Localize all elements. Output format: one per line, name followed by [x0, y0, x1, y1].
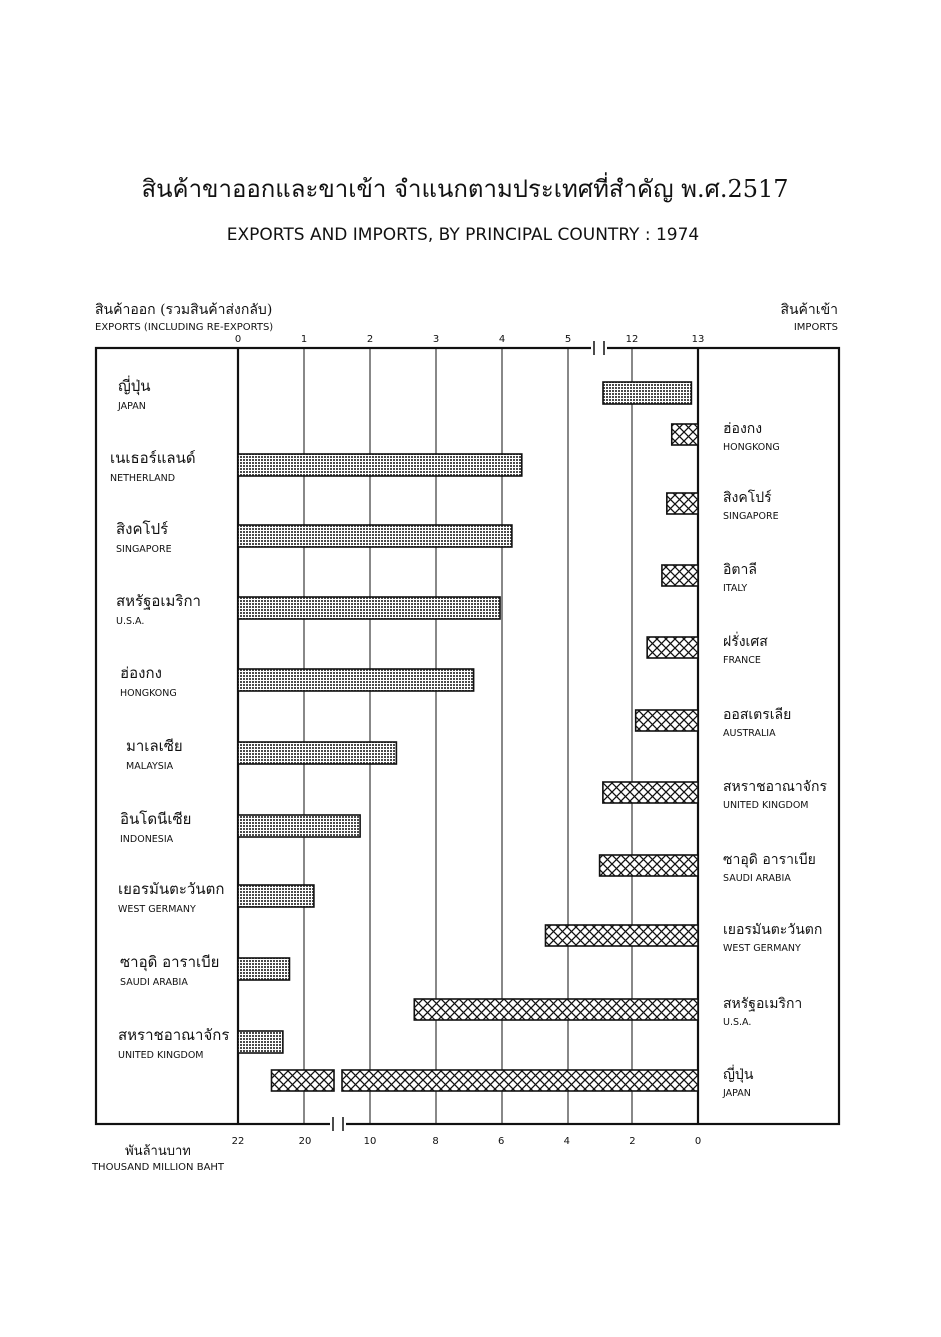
import-country-label-thai: สิงคโปร์ — [723, 490, 772, 506]
import-country-label: HONGKONG — [723, 442, 780, 453]
import-tick-label: 0 — [694, 1136, 702, 1147]
import-country-label: WEST GERMANY — [723, 943, 801, 954]
export-bar-segment — [603, 382, 691, 404]
export-country-label-thai: ซาอุดิ อาราเบีย — [120, 953, 220, 971]
import-tick-label: 6 — [498, 1136, 505, 1147]
import-tick-label: 22 — [231, 1136, 245, 1147]
export-country-label: NETHERLAND — [110, 473, 176, 484]
export-country-label-thai: เยอรมันตะวันตก — [118, 880, 225, 898]
export-tick-label: 0 — [234, 334, 242, 345]
import-country-label: UNITED KINGDOM — [723, 800, 809, 811]
export-tick-label: 2 — [366, 334, 374, 345]
imports-label: IMPORTS — [793, 322, 838, 333]
import-country-label-thai: เยอรมันตะวันตก — [723, 922, 823, 938]
import-bar — [662, 565, 698, 586]
import-country-label-thai: สหรัฐอเมริกา — [723, 996, 803, 1012]
import-bar — [600, 855, 698, 876]
import-country-label-thai: ซาอุดิ อาราเบีย — [723, 852, 816, 868]
import-bar — [603, 782, 698, 803]
export-bar — [238, 958, 289, 980]
export-tick-label: 3 — [432, 334, 440, 345]
export-bar — [238, 597, 500, 619]
export-country-label-thai: สหรัฐอเมริกา — [116, 592, 201, 610]
import-tick-label: 2 — [629, 1136, 636, 1147]
export-country-label: JAPAN — [118, 401, 146, 412]
import-bar — [414, 999, 698, 1020]
import-bar — [672, 424, 698, 445]
import-country-label-thai: ออสเตรเลีย — [723, 707, 792, 723]
export-bar — [238, 669, 474, 691]
import-country-label: FRANCE — [723, 655, 761, 666]
export-bar — [238, 525, 512, 547]
unit-label-thai: พันล้านบาท — [125, 1144, 191, 1159]
exports-label: EXPORTS (INCLUDING RE-EXPORTS) — [95, 322, 274, 333]
export-country-label: SAUDI ARABIA — [120, 977, 188, 988]
export-bars — [238, 382, 691, 1053]
export-bar — [238, 742, 396, 764]
export-country-label: HONGKONG — [120, 688, 177, 699]
import-country-label-thai: ญี่ปุ่น — [723, 1067, 754, 1083]
import-bar — [636, 710, 698, 731]
export-country-label: INDONESIA — [120, 834, 174, 845]
export-country-label: UNITED KINGDOM — [118, 1050, 204, 1061]
export-country-label-thai: สิงคโปร์ — [116, 520, 169, 538]
export-country-label-thai: ฮ่องกง — [120, 664, 162, 682]
import-country-label: JAPAN — [723, 1088, 751, 1099]
export-country-label: WEST GERMANY — [118, 904, 196, 915]
export-bar — [238, 885, 314, 907]
chart-title: EXPORTS AND IMPORTS, BY PRINCIPAL COUNTRY : 1974 — [226, 225, 700, 245]
imports-label-thai: สินค้าเข้า — [780, 302, 838, 318]
export-country-label-thai: ญี่ปุ่น — [118, 377, 151, 395]
import-country-labels — [722, 421, 827, 1099]
export-country-label-thai: สหราชอาณาจักร — [118, 1026, 230, 1044]
export-country-label: MALAYSIA — [126, 761, 174, 772]
unit-label: THOUSAND MILLION BAHT — [91, 1162, 225, 1173]
export-tick-label: 4 — [498, 334, 506, 345]
import-country-label: AUSTRALIA — [723, 728, 776, 739]
export-tick-label: 1 — [300, 334, 308, 345]
export-country-label-thai: อินโดนีเซีย — [120, 810, 192, 828]
export-bar — [238, 1031, 283, 1053]
import-tick-label: 4 — [563, 1136, 570, 1147]
import-country-label: SINGAPORE — [723, 511, 779, 522]
import-bar — [647, 637, 698, 658]
export-country-labels — [110, 375, 229, 1061]
import-country-label: ITALY — [723, 583, 748, 594]
chart-title-thai: สินค้าขาออกและขาเข้า จำแนกตามประเทศที่สำคัญ พ.ศ.2517 — [141, 175, 789, 203]
import-country-label: U.S.A. — [723, 1017, 752, 1028]
import-country-label-thai: ฮ่องกง — [723, 421, 763, 437]
export-axis-ticks — [235, 334, 705, 345]
import-country-label: SAUDI ARABIA — [723, 873, 791, 884]
import-country-label-thai: สหราชอาณาจักร — [723, 779, 827, 795]
export-bar — [238, 454, 522, 476]
import-tick-label: 20 — [298, 1136, 312, 1147]
exports-label-thai: สินค้าออก (รวมสินค้าส่งกลับ) — [95, 302, 273, 318]
import-bar — [342, 1070, 698, 1091]
export-country-label: SINGAPORE — [116, 544, 172, 555]
export-bar — [238, 815, 360, 837]
export-tick-label: 13 — [691, 334, 705, 345]
import-bar — [545, 925, 698, 946]
export-country-label-thai: มาเลเซีย — [126, 737, 183, 755]
import-bar — [667, 493, 698, 514]
import-tick-label: 8 — [432, 1136, 439, 1147]
export-country-label: U.S.A. — [116, 616, 145, 627]
export-tick-label: 5 — [564, 334, 572, 345]
import-country-label-thai: ฝรั่งเศส — [723, 634, 768, 650]
import-country-label-thai: อิตาลี — [723, 562, 757, 578]
export-tick-label: 12 — [625, 334, 639, 345]
export-country-label-thai: เนเธอร์แลนด์ — [110, 449, 196, 467]
import-axis-ticks — [232, 1136, 702, 1147]
import-tick-label: 10 — [363, 1136, 377, 1147]
import-bar-segment — [272, 1070, 335, 1091]
